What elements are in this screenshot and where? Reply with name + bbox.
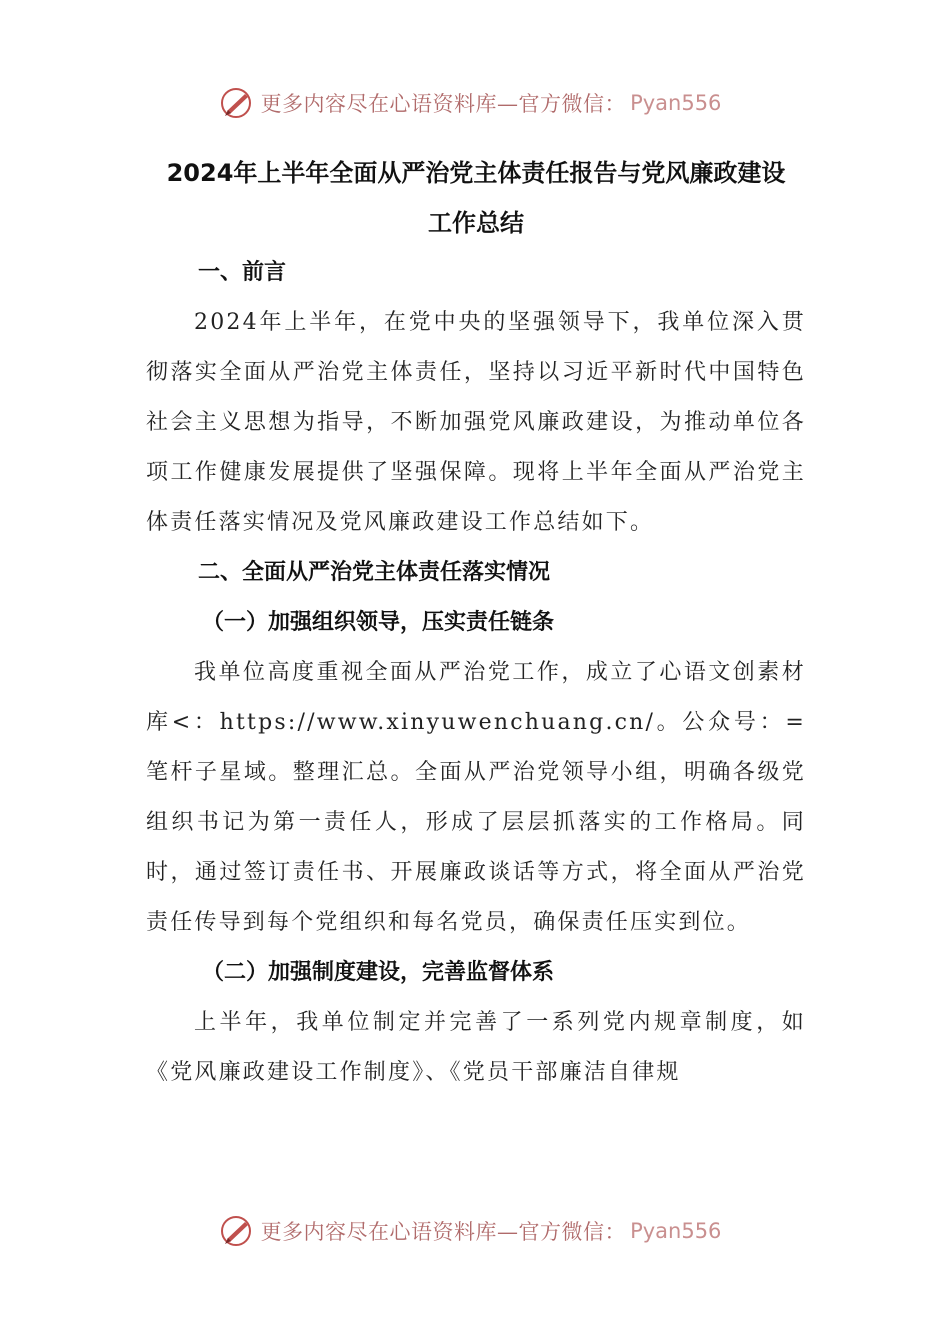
subsection1-paragraph: 我单位高度重视全面从严治党工作，成立了心语文创素材库<：https://www.xinyuwenchuang.cn/。公众号：=笔杆子星域。整理汇总。全面从严治党领导小组，明确各级党组织书记为第一责任人，形成了层层抓落实的工作格局。同时，通过签订责任书、开展廉政谈话等方式，将全面从严治党责任传导到每个党组织和每名党员，确保责任压实到位。 [146, 660, 806, 935]
section2-heading: 二、全面从严治党主体责任落实情况 [198, 560, 551, 585]
subsection2-paragraph: 上半年，我单位制定并完善了一系列党内规章制度，如《党风廉政建设工作制度》、《党员干部廉洁自律规 [146, 1010, 806, 1085]
subsection1-heading: （一）加强组织领导，压实责任链条 [202, 610, 555, 635]
banner-text: 更多内容尽在心语资料库—官方微信： [260, 1220, 627, 1244]
section1-paragraph: 2024年上半年，在党中央的坚强领导下，我单位深入贯彻落实全面从严治党主体责任，坚持以习近平新时代中国特色社会主义思想为指导，不断加强党风廉政建设，为推动单位各项工作健康发展提供了坚强保障。现将上半年全面从严治党主体责任落实情况及党风廉政建设工作总结如下。 [146, 310, 806, 535]
header-watermark-banner [0, 83, 950, 123]
document-title-line1: 2024年上半年全面从严治党主体责任报告与党风廉政建设 [166, 159, 786, 187]
pen-logo-icon [219, 85, 255, 121]
subsection2-heading: （二）加强制度建设，完善监督体系 [202, 960, 555, 985]
banner-text: 更多内容尽在心语资料库—官方微信： [260, 92, 627, 116]
banner-wechat-id: Pyan556 [630, 1219, 722, 1243]
banner-wechat-id: Pyan556 [630, 91, 722, 115]
document-title-line2: 工作总结 [428, 209, 524, 237]
pen-logo-icon [219, 1213, 255, 1249]
footer-watermark-banner [0, 1211, 950, 1251]
document-page [146, 148, 806, 1098]
section1-heading: 一、前言 [198, 260, 287, 285]
